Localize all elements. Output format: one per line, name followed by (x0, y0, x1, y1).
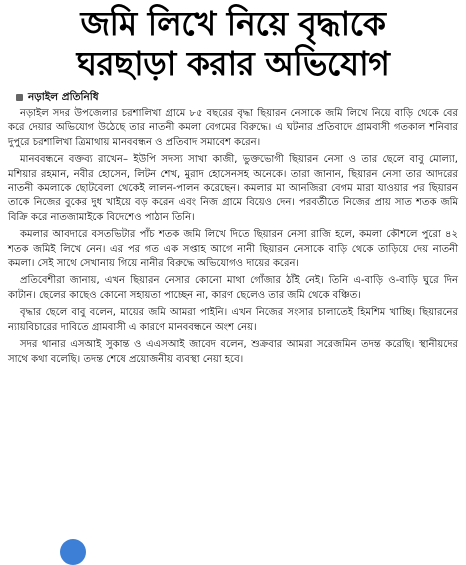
article-body (8, 107, 458, 367)
blue-circle-icon (60, 539, 86, 565)
headline (8, 4, 458, 84)
byline-text: নড়াইল প্রতিনিধি (28, 91, 99, 103)
square-bullet-icon (16, 94, 23, 101)
byline (16, 90, 458, 104)
headline-line-2: ঘরছাড়া করার অভিযোগ (76, 44, 390, 83)
headline-line-1: জমি লিখে নিয়ে বৃদ্ধাকে (80, 4, 386, 43)
article-paragraph: সদর থানার এসআই সুকান্ত ও এএসআই জাবেদ বলেন, শুক্রবার আমরা সরেজমিন তদন্ত করেছি। স্থানীয়দের সাথে কথা বলেছি। তদন্ত শেষে প্রয়োজনীয় ব্যবস্থা নেয়া হবে। (8, 339, 458, 365)
article-paragraph: নড়াইল সদর উপজেলার চরশালিখা গ্রামে ৮৫ বছরের বৃদ্ধা ছিয়ারন নেসাকে জমি লিখে নিয়ে বাড়ি থেকে বের করে দেয়ার অভিযোগ উঠেছে তার নাতনী কমলা বেগমের বিরুদ্ধে। এ ঘটনার প্রতিবাদে গ্রামবাসী গতকাল শনিবার দুপুরে চরশালিখা ত্রিমাথায় মানববন্ধন ও প্রতিবাদ সমাবেশ করেন। (8, 108, 458, 148)
article-paragraph: মানববন্ধনে বক্তব্য রাখেন– ইউপি সদস্য সাখা কাজী, ভুক্তভোগী ছিয়ারন নেসা ও তার ছেলে বাবু মোল্যা, মশিয়ার রহমান, নবীর হোসেন, লিটন শেখ, মুরাদ হোসেনসহ অনেকে। তারা জানান, ছিয়ারন নেসা তার আদরের নাতনী কমলাকে ছোটবেলা থেকেই লালন-পালন করেছেন। কমলার মা আনজিরা বেগম মারা যাওয়ার পর ছিয়ারন তাকে নিজের বুকের দুধ খাইয়ে বড় করেন এবং নিজ গ্রামে বিয়েও দেন। পরবর্তীতে নিজের প্রায় সাত শতক জমি বিক্রি করে নাতজামাইকে বিদেশেও পাঠান তিনি। (8, 154, 458, 223)
article-paragraph: বৃদ্ধার ছেলে বাবু বলেন, মায়ের জমি আমরা পাইনি। এখন নিজের সংসার চালাতেই হিমশিম খাচ্ছি। ছিয়ারনের ন্যায়বিচারের দাবিতে গ্রামবাসী এ কারণে মানববন্ধনে অংশ নেয়। (8, 307, 458, 333)
article-paragraph: প্রতিবেশীরা জানায়, এখন ছিয়ারন নেসার কোনো মাথা গোঁজার ঠাঁই নেই। তিনি এ-বাড়ি ও-বাড়ি ঘুরে দিন কাটান। ছেলের কাছেও কোনো সহায়তা পাচ্ছেন না, কারণ ছেলেও তার জমি থেকে বঞ্চিত। (8, 275, 458, 301)
article-paragraph: কমলার আবদারে বসতভিটার পাঁচ শতক জমি লিখে দিতে ছিয়ারন নেসা রাজি হলে, কমলা কৌশলে পুরো ৪২ শতক জমিই লিখে নেন। এর পর গত এক সপ্তাহ আগে নানী ছিয়ারন নেসাকে বাড়ি থেকে তাড়িয়ে দেয় নাতনী কমলা। সেই সাথে সেখানায় গিয়ে নানীর বিরুদ্ধে অভিযোগও দায়ের করেন। (8, 229, 458, 270)
